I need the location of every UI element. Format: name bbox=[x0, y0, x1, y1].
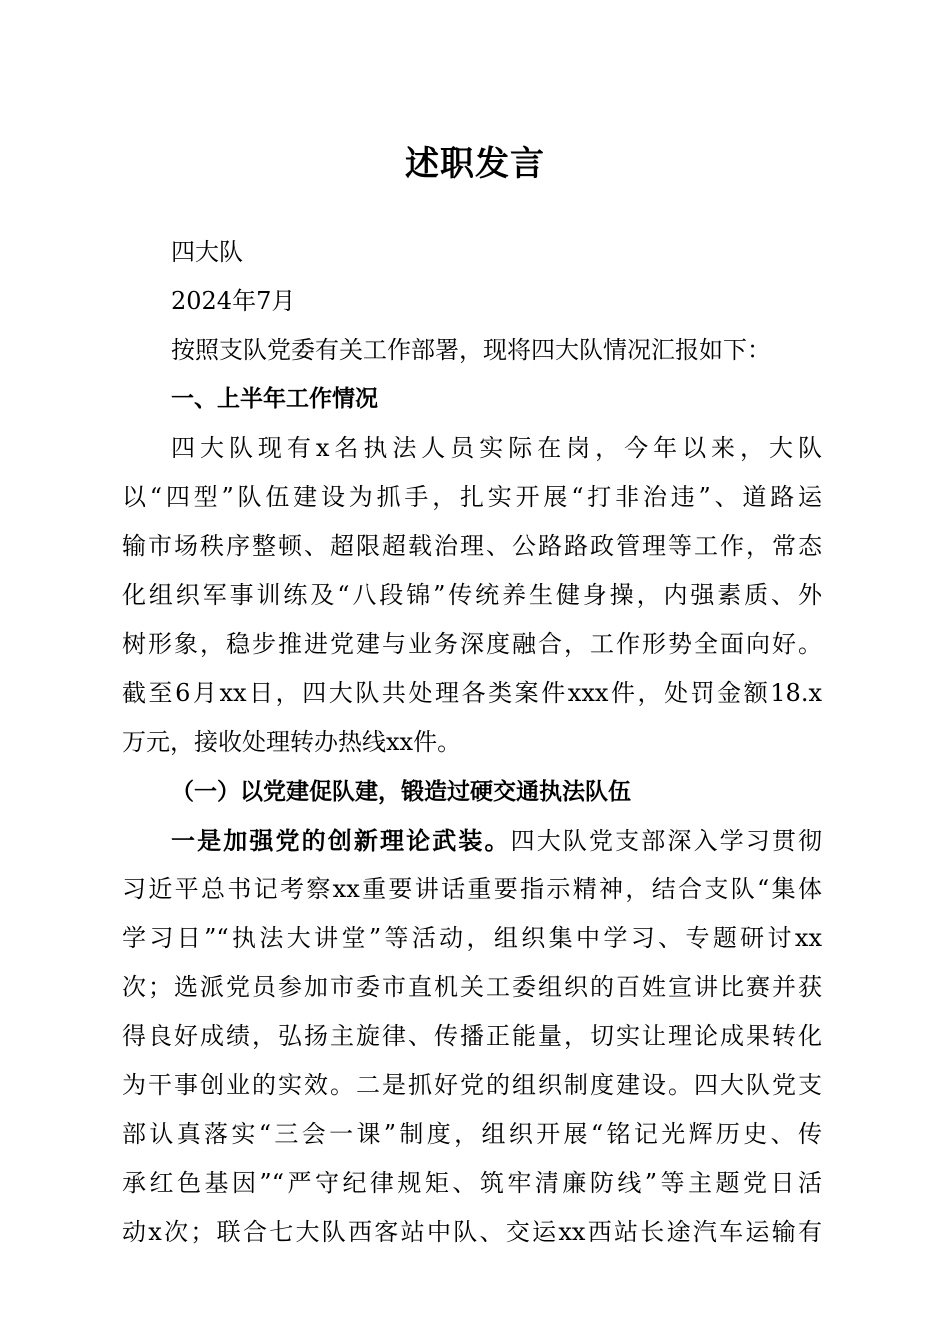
paragraph-line: 得良好成绩，弘扬主旋律、传播正能量，切实让理论成果转化 bbox=[122, 1022, 822, 1050]
paragraph-line: 以“四型”队伍建设为抓手，扎实开展“打非治违”、道路运 bbox=[122, 483, 822, 511]
section-heading: 一、上半年工作情况 bbox=[171, 386, 378, 412]
date-line: 2024年7月 bbox=[171, 287, 296, 315]
paragraph-line: 为干事创业的实效。二是抓好党的组织制度建设。四大队党支 bbox=[122, 1071, 822, 1099]
paragraph-line: 部认真落实“三会一课”制度，组织开展“铭记光辉历史、传 bbox=[122, 1120, 822, 1148]
subsection-heading: （一）以党建促队建，锻造过硬交通执法队伍 bbox=[171, 778, 631, 805]
paragraph-line: 树形象，稳步推进党建与业务深度融合，工作形势全面向好。 bbox=[122, 630, 822, 658]
paragraph-line: 习近平总书记考察xx重要讲话重要指示精神，结合支队“集体 bbox=[122, 875, 822, 903]
lead-phrase: 一是加强党的创新理论武装。 bbox=[171, 826, 511, 855]
paragraph-line: 截至6月xx日，四大队共处理各类案件xxx件，处罚金额18.x bbox=[122, 679, 822, 707]
paragraph-first-line bbox=[122, 816, 822, 865]
paragraph-line: 化组织军事训练及“八段锦”传统养生健身操，内强素质、外 bbox=[122, 581, 822, 609]
paragraph-line: 动x次；联合七大队西客站中队、交运xx西站长途汽车运输有 bbox=[122, 1218, 822, 1246]
intro-line: 按照支队党委有关工作部署，现将四大队情况汇报如下： bbox=[171, 336, 771, 364]
document-body bbox=[122, 228, 822, 1257]
paragraph-line: 四大队现有x名执法人员实际在岗，今年以来，大队 bbox=[171, 434, 822, 462]
paragraph-line: 承红色基因”“严守纪律规矩、筑牢清廉防线”等主题党日活 bbox=[122, 1169, 822, 1197]
first-line-rest: 四大队党支部深入学习贯彻 bbox=[510, 827, 822, 855]
paragraph-line: 万元，接收处理转办热线xx件。 bbox=[122, 728, 462, 756]
paragraph-line: 输市场秩序整顿、超限超载治理、公路路政管理等工作，常态 bbox=[122, 532, 822, 560]
document-title: 述职发言 bbox=[405, 144, 545, 184]
paragraph-line: 学习日”“执法大讲堂”等活动，组织集中学习、专题研讨xx bbox=[122, 924, 822, 952]
unit-line: 四大队 bbox=[171, 238, 243, 266]
paragraph-line: 次；选派党员参加市委市直机关工委组织的百姓宣讲比赛并获 bbox=[122, 973, 822, 1001]
